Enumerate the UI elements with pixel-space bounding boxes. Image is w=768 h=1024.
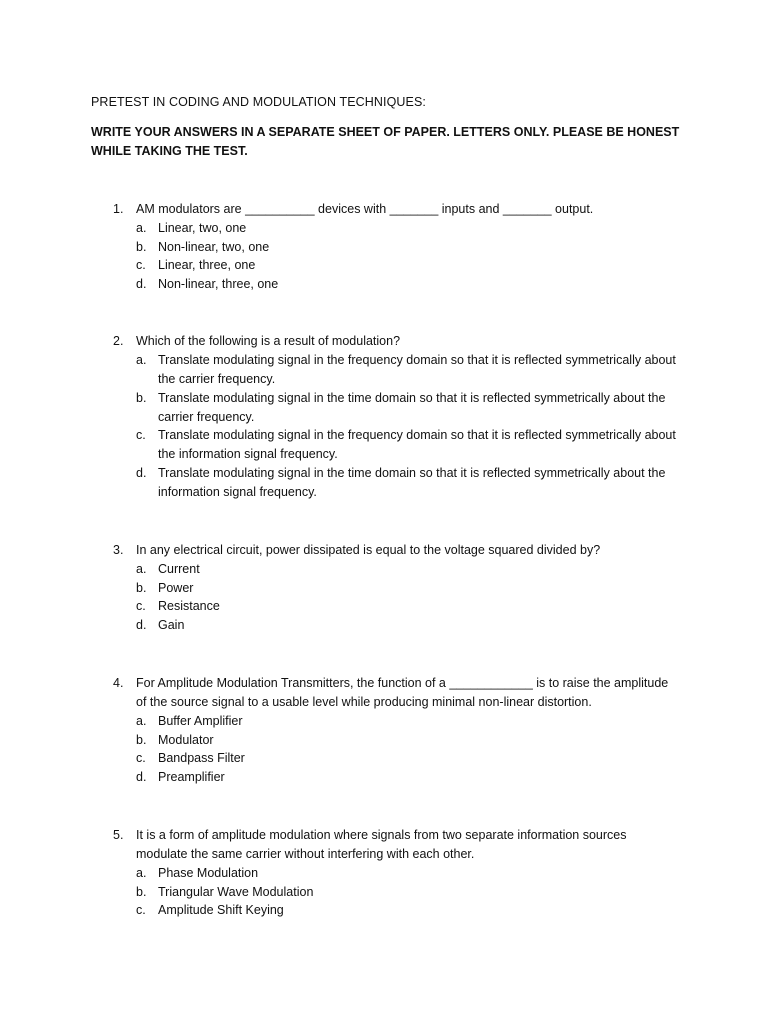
option-text: Buffer Amplifier (158, 714, 243, 728)
option-text: Phase Modulation (158, 866, 259, 880)
option-letter: c. (136, 599, 146, 613)
option-text: Current (158, 562, 200, 576)
option-text: Resistance (158, 599, 220, 613)
question-number: 1. (113, 202, 124, 216)
option-letter: a. (136, 353, 147, 367)
question-number: 2. (113, 334, 124, 348)
option-text: Translate modulating signal in the frequency domain so that it is reflected symmetrically about the carrier frequency. (158, 353, 676, 386)
question-text: Which of the following is a result of modulation? (136, 334, 401, 348)
option-text: Linear, two, one (158, 221, 247, 235)
option-text: Bandpass Filter (158, 751, 245, 765)
question-text: In any electrical circuit, power dissipated is equal to the voltage squared divided by? (136, 543, 601, 557)
option-letter: b. (136, 239, 147, 254)
option-letter: b. (136, 732, 147, 747)
option-letter: a. (136, 866, 147, 880)
option-letter: b. (136, 580, 147, 595)
question-number: 5. (113, 828, 124, 842)
option-text: Non-linear, three, one (158, 276, 279, 291)
question-text: For Amplitude Modulation Transmitters, the function of a ____________ is to raise the amplitude of the source signal to a usable level while producing minimal non-linear distortion. (136, 676, 669, 709)
option-text: Translate modulating signal in the time domain so that it is reflected symmetrically about the carrier frequency. (158, 390, 666, 424)
option-text: Non-linear, two, one (158, 239, 270, 254)
document-instructions: WRITE YOUR ANSWERS IN A SEPARATE SHEET OF PAPER. LETTERS ONLY. PLEASE BE HONEST WHILE TAKING THE TEST. (91, 125, 680, 158)
option-letter: d. (136, 276, 147, 291)
option-text: Triangular Wave Modulation (158, 884, 314, 899)
option-text: Linear, three, one (158, 258, 256, 272)
option-text: Preamplifier (158, 769, 225, 784)
option-letter: c. (136, 428, 146, 442)
option-letter: d. (136, 617, 147, 632)
document-title: PRETEST IN CODING AND MODULATION TECHNIQUES: (91, 95, 426, 109)
option-text: Translate modulating signal in the time domain so that it is reflected symmetrically about the information signal frequency. (158, 465, 666, 499)
question-number: 3. (113, 543, 124, 557)
option-text: Translate modulating signal in the frequency domain so that it is reflected symmetrically about the information signal frequency. (158, 428, 676, 461)
question-text: AM modulators are __________ devices with _______ inputs and _______ output. (136, 202, 594, 216)
option-letter: a. (136, 562, 147, 576)
option-letter: c. (136, 903, 146, 917)
option-letter: a. (136, 221, 147, 235)
option-text: Amplitude Shift Keying (158, 903, 284, 917)
option-text: Modulator (158, 732, 214, 747)
option-letter: c. (136, 751, 146, 765)
option-letter: b. (136, 390, 147, 405)
question-text: It is a form of amplitude modulation where signals from two separate information sources modulate the same carrier without interfering with each other. (136, 828, 627, 861)
option-letter: a. (136, 714, 147, 728)
option-text: Gain (158, 617, 185, 632)
option-letter: b. (136, 884, 147, 899)
option-letter: d. (136, 769, 147, 784)
option-letter: c. (136, 258, 146, 272)
option-text: Power (158, 580, 194, 595)
question-number: 4. (113, 676, 124, 690)
option-letter: d. (136, 465, 147, 480)
